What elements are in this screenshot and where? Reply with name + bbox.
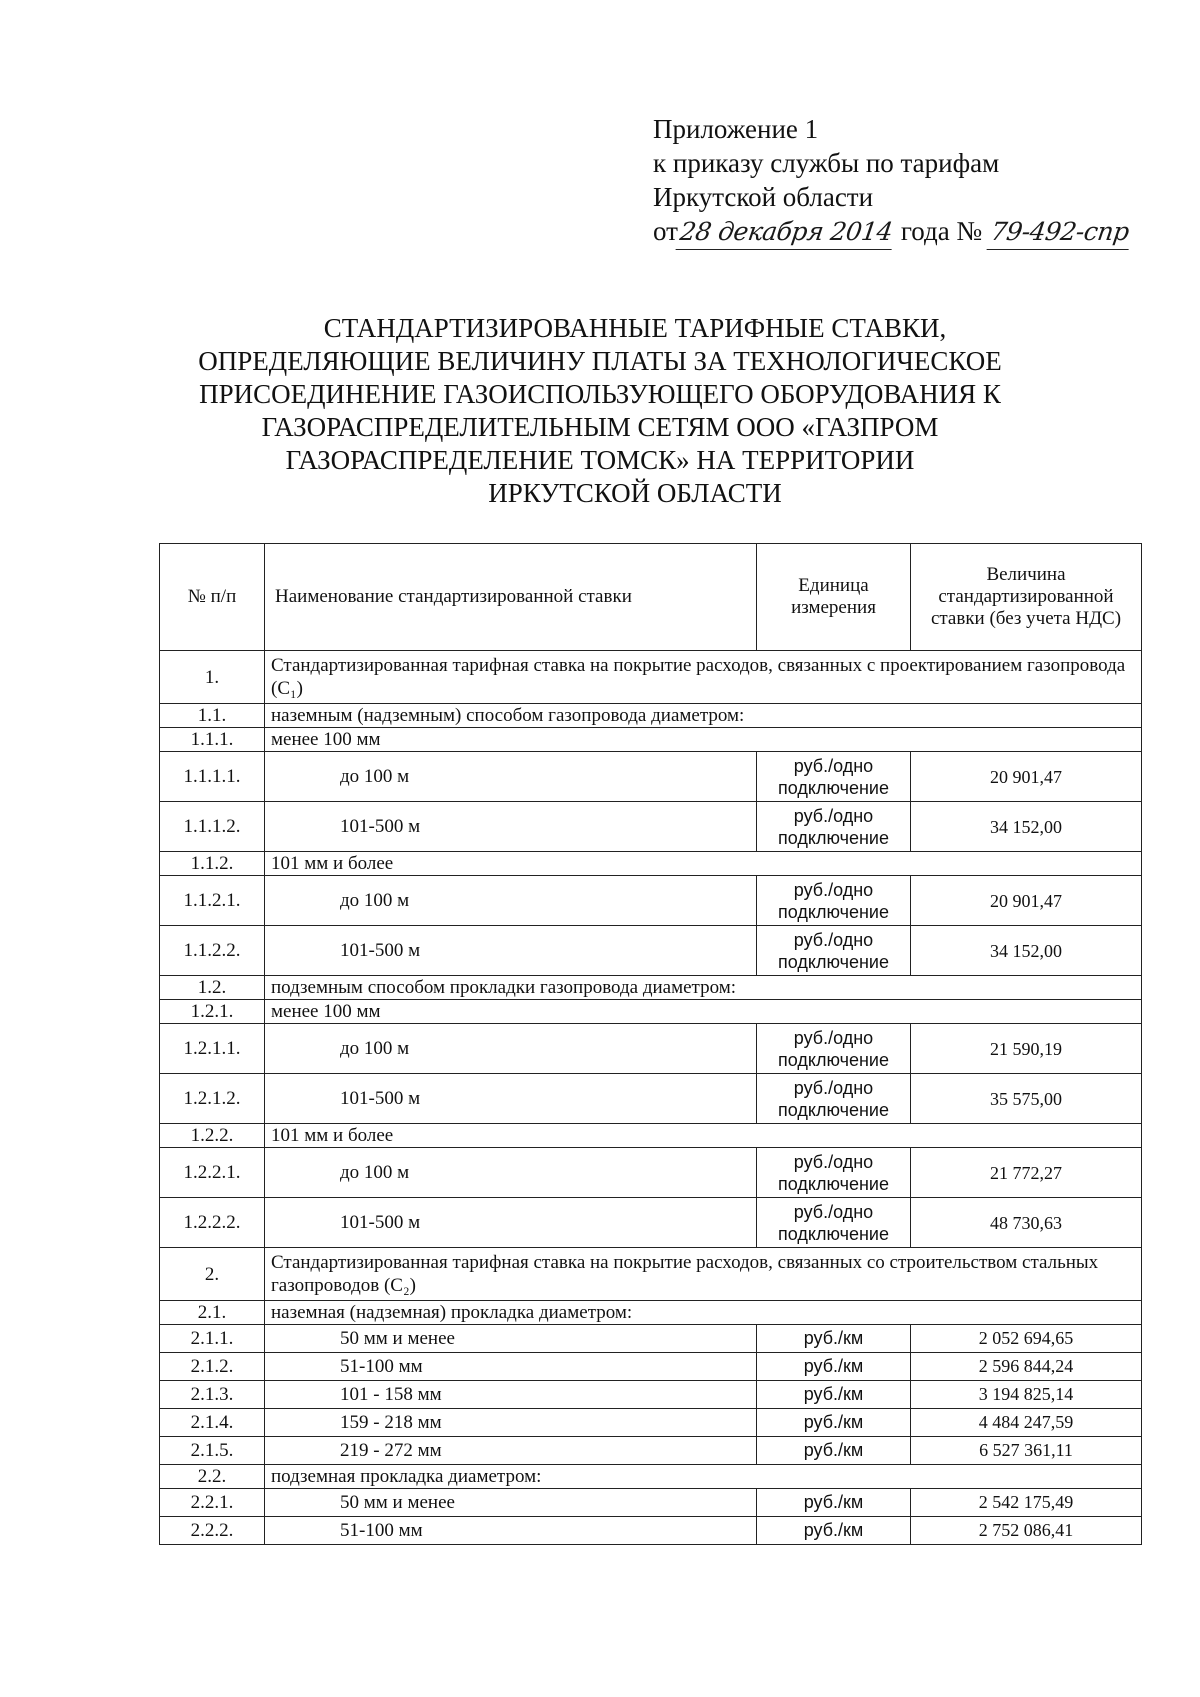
row-value: 6 527 361,11 <box>911 1437 1142 1465</box>
title-line-1: СТАНДАРТИЗИРОВАННЫЕ ТАРИФНЫЕ СТАВКИ, <box>323 313 947 343</box>
table-row <box>160 976 1142 1000</box>
annex-title: Приложение 1 <box>653 114 819 144</box>
row-number: 1. <box>160 651 265 704</box>
handwritten-date: 28 декабря 2014 <box>675 215 896 250</box>
row-number: 1.1.2. <box>160 852 265 876</box>
annex-from-prefix: от <box>653 216 678 246</box>
row-name: 159 - 218 мм <box>265 1409 757 1437</box>
row-number: 1.1.2.2. <box>160 926 265 976</box>
row-unit: руб./км <box>757 1353 911 1381</box>
table-row <box>160 1437 1142 1465</box>
table-row <box>160 651 1142 704</box>
table-row <box>160 1353 1142 1381</box>
row-value: 2 752 086,41 <box>911 1517 1142 1545</box>
header-number: № п/п <box>160 544 265 651</box>
row-name: 101 мм и более <box>265 852 1142 876</box>
row-unit: руб./одно подключение <box>757 752 911 802</box>
row-name: 51-100 мм <box>265 1353 757 1381</box>
row-unit: руб./км <box>757 1489 911 1517</box>
row-number: 2.1.5. <box>160 1437 265 1465</box>
annex-region: Иркутской области <box>653 182 874 212</box>
title-line-6: ИРКУТСКОЙ ОБЛАСТИ <box>488 478 782 508</box>
row-value: 48 730,63 <box>911 1198 1142 1248</box>
header-value: Величина стандартизированной ставки (без учета НДС) <box>911 544 1142 651</box>
header-name: Наименование стандартизированной ставки <box>265 544 757 651</box>
row-number: 2.2. <box>160 1465 265 1489</box>
annex-year-word: года № <box>900 216 983 246</box>
row-name: Стандартизированная тарифная ставка на покрытие расходов, связанных с проектированием газопровода (С₁) <box>265 651 1142 704</box>
table-body <box>160 651 1142 1545</box>
row-number: 2.2.1. <box>160 1489 265 1517</box>
table-row <box>160 1248 1142 1301</box>
row-unit: руб./одно подключение <box>757 1148 911 1198</box>
row-name: подземная прокладка диаметром: <box>265 1465 1142 1489</box>
table-row <box>160 1489 1142 1517</box>
row-name: 101-500 м <box>265 1198 757 1248</box>
row-name: Стандартизированная тарифная ставка на покрытие расходов, связанных со строительством стальных газопроводов (С₂) <box>265 1248 1142 1301</box>
row-name: менее 100 мм <box>265 728 1142 752</box>
row-name: подземным способом прокладки газопровода диаметром: <box>265 976 1142 1000</box>
row-number: 2.2.2. <box>160 1517 265 1545</box>
table-row <box>160 1465 1142 1489</box>
table-row <box>160 1148 1142 1198</box>
row-value: 2 052 694,65 <box>911 1325 1142 1353</box>
header-unit: Единица измерения <box>757 544 911 651</box>
row-name: 50 мм и менее <box>265 1325 757 1353</box>
row-number: 1.2.1. <box>160 1000 265 1024</box>
row-unit: руб./км <box>757 1381 911 1409</box>
row-name: до 100 м <box>265 876 757 926</box>
row-name: 101-500 м <box>265 802 757 852</box>
row-name: до 100 м <box>265 1024 757 1074</box>
table-row <box>160 728 1142 752</box>
row-number: 2.1.3. <box>160 1381 265 1409</box>
row-value: 34 152,00 <box>911 926 1142 976</box>
table-row <box>160 752 1142 802</box>
title-line-5: ГАЗОРАСПРЕДЕЛЕНИЕ ТОМСК» НА ТЕРРИТОРИИ <box>285 445 915 475</box>
table-row <box>160 1024 1142 1074</box>
row-number: 2.1.1. <box>160 1325 265 1353</box>
row-unit: руб./км <box>757 1517 911 1545</box>
row-value: 21 772,27 <box>911 1148 1142 1198</box>
row-value: 4 484 247,59 <box>911 1409 1142 1437</box>
row-unit: руб./одно подключение <box>757 802 911 852</box>
row-number: 1.1.1.2. <box>160 802 265 852</box>
row-name: 101 - 158 мм <box>265 1381 757 1409</box>
table-row <box>160 1124 1142 1148</box>
row-number: 2.1.4. <box>160 1409 265 1437</box>
table-row <box>160 1074 1142 1124</box>
row-number: 1.2.1.2. <box>160 1074 265 1124</box>
document-title <box>150 312 1050 510</box>
row-name: до 100 м <box>265 1148 757 1198</box>
row-name: 50 мм и менее <box>265 1489 757 1517</box>
annex-date-line <box>653 214 1130 250</box>
row-unit: руб./км <box>757 1409 911 1437</box>
row-name: 219 - 272 мм <box>265 1437 757 1465</box>
table-header-row <box>160 544 1142 651</box>
annex-header <box>653 112 1130 250</box>
row-number: 2. <box>160 1248 265 1301</box>
table-row <box>160 1325 1142 1353</box>
handwritten-order-number: 79-492-спр <box>986 215 1132 250</box>
table-row <box>160 1000 1142 1024</box>
table-row <box>160 704 1142 728</box>
title-line-4: ГАЗОРАСПРЕДЕЛИТЕЛЬНЫМ СЕТЯМ ООО «ГАЗПРОМ <box>261 412 939 442</box>
table-row <box>160 1517 1142 1545</box>
row-number: 1.1.2.1. <box>160 876 265 926</box>
row-name: до 100 м <box>265 752 757 802</box>
row-value: 2 596 844,24 <box>911 1353 1142 1381</box>
row-number: 1.1. <box>160 704 265 728</box>
table-row <box>160 802 1142 852</box>
table-row <box>160 926 1142 976</box>
row-name: 101-500 м <box>265 926 757 976</box>
row-value: 3 194 825,14 <box>911 1381 1142 1409</box>
row-unit: руб./одно подключение <box>757 926 911 976</box>
table-row <box>160 876 1142 926</box>
row-number: 2.1.2. <box>160 1353 265 1381</box>
row-number: 1.1.1.1. <box>160 752 265 802</box>
row-number: 1.2.2. <box>160 1124 265 1148</box>
title-line-3: ПРИСОЕДИНЕНИЕ ГАЗОИСПОЛЬЗУЮЩЕГО ОБОРУДОВАНИЯ К <box>199 379 1001 409</box>
row-unit: руб./одно подключение <box>757 876 911 926</box>
table-row <box>160 1409 1142 1437</box>
annex-order-ref: к приказу службы по тарифам <box>653 148 1000 178</box>
row-unit: руб./одно подключение <box>757 1198 911 1248</box>
row-number: 1.2.1.1. <box>160 1024 265 1074</box>
row-unit: руб./одно подключение <box>757 1024 911 1074</box>
row-name: 51-100 мм <box>265 1517 757 1545</box>
tariff-rates-table <box>159 543 1142 1545</box>
row-number: 2.1. <box>160 1301 265 1325</box>
row-name: 101-500 м <box>265 1074 757 1124</box>
row-number: 1.1.1. <box>160 728 265 752</box>
row-number: 1.2.2.2. <box>160 1198 265 1248</box>
table-row <box>160 1381 1142 1409</box>
row-unit: руб./км <box>757 1325 911 1353</box>
row-value: 35 575,00 <box>911 1074 1142 1124</box>
row-name: наземная (надземная) прокладка диаметром: <box>265 1301 1142 1325</box>
row-value: 34 152,00 <box>911 802 1142 852</box>
row-unit: руб./км <box>757 1437 911 1465</box>
table-row <box>160 1301 1142 1325</box>
row-name: наземным (надземным) способом газопровода диаметром: <box>265 704 1142 728</box>
row-value: 2 542 175,49 <box>911 1489 1142 1517</box>
row-name: 101 мм и более <box>265 1124 1142 1148</box>
table-row <box>160 1198 1142 1248</box>
row-unit: руб./одно подключение <box>757 1074 911 1124</box>
row-value: 20 901,47 <box>911 876 1142 926</box>
row-value: 20 901,47 <box>911 752 1142 802</box>
table-row <box>160 852 1142 876</box>
row-name: менее 100 мм <box>265 1000 1142 1024</box>
title-line-2: ОПРЕДЕЛЯЮЩИЕ ВЕЛИЧИНУ ПЛАТЫ ЗА ТЕХНОЛОГИЧЕСКОЕ <box>198 346 1002 376</box>
row-value: 21 590,19 <box>911 1024 1142 1074</box>
row-number: 1.2.2.1. <box>160 1148 265 1198</box>
row-number: 1.2. <box>160 976 265 1000</box>
